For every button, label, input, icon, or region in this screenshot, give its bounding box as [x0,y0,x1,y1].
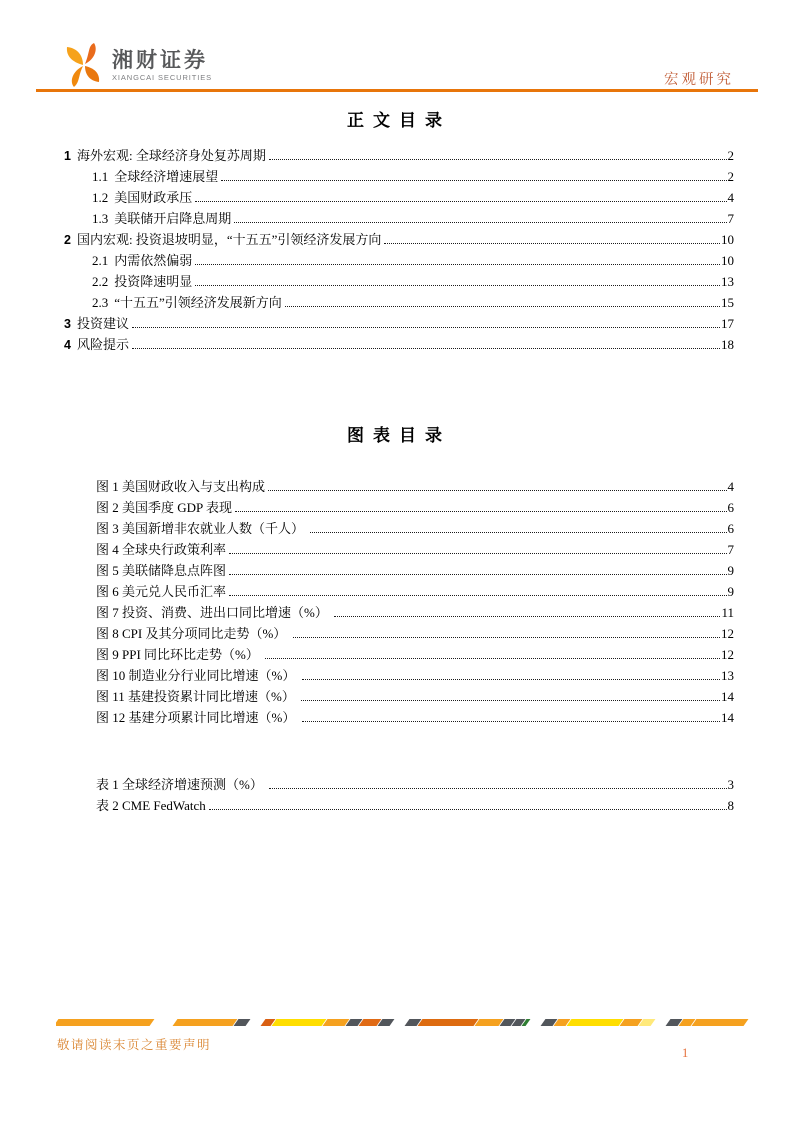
toc-entry-page: 15 [721,295,734,310]
report-footer [0,1019,794,1123]
table-entry [96,774,734,795]
toc-list [64,145,734,355]
dot-leader [269,159,727,160]
figure-entry-label: 图 2 美国季度 GDP 表现 [96,500,233,515]
dot-leader [293,637,720,638]
dot-leader [384,243,720,244]
figure-entry [96,665,734,686]
figure-toc-title: 图表目录 [347,426,451,445]
figure-entry [96,497,734,518]
toc-entry-label: 1.3 美联储开启降息周期 [92,211,232,226]
brand-logo-icon [64,42,104,88]
toc-entry-label: 3 投资建议 [64,316,129,331]
toc-entry-label: 2.2 投资降速明显 [92,274,193,289]
page-content [64,92,734,816]
dot-leader [265,658,720,659]
dot-leader [302,679,720,680]
figure-entry-page: 13 [721,668,734,683]
figure-entry-page: 6 [727,500,734,515]
toc-entry-label: 1.2 美国财政承压 [92,190,193,205]
dot-leader [209,809,727,810]
figure-entry-label: 图 3 美国新增非农就业人数（千人） [96,521,308,536]
dot-leader [221,180,726,181]
toc-entry-page: 2 [727,169,734,184]
dot-leader [229,553,726,554]
figure-entry-page: 9 [727,584,734,599]
figure-entry [96,644,734,665]
figure-entry [96,476,734,497]
figure-entry [96,602,734,623]
dot-leader [234,222,726,223]
figure-entry-label: 图 11 基建投资累计同比增速（%） [96,689,299,704]
table-entry-label: 表 1 全球经济增速预测（%） [96,777,267,792]
toc-entry-page: 10 [721,232,734,247]
figure-entry [96,518,734,539]
dot-leader [235,511,726,512]
figure-entry [96,623,734,644]
dot-leader [132,348,720,349]
toc-entry-page: 2 [727,148,734,163]
figure-entry-label: 图 8 CPI 及其分项同比走势（%） [96,626,290,641]
toc-entry-label: 2 国内宏观: 投资退坡明显，“十五五”引领经济发展方向 [64,232,382,247]
figure-entry [96,686,734,707]
figure-entry-label: 图 10 制造业分行业同比增速（%） [96,668,299,683]
toc-entry-label: 1 海外宏观: 全球经济身处复苏周期 [64,148,266,163]
toc-entry-label: 1.1 全球经济增速展望 [92,169,219,184]
dot-leader [269,788,726,789]
toc-entry [64,292,734,313]
toc-entry-page: 7 [727,211,734,226]
dot-leader [285,306,720,307]
toc-entry-label: 4 风险提示 [64,337,129,352]
toc-entry-page: 4 [727,190,734,205]
figure-entry-page: 6 [727,521,734,536]
toc-entry [64,250,734,271]
figure-entry-label: 图 5 美联储降息点阵图 [96,563,227,578]
toc-entry-page: 13 [721,274,734,289]
report-header [0,0,794,92]
figure-list [64,476,734,728]
toc-entry [64,145,734,166]
footer-decor-strip [56,1019,758,1026]
brand-name-en: XIANGCAI SECURITIES [112,72,213,82]
toc-entry-page: 18 [721,337,734,352]
figure-entry-page: 11 [721,605,734,620]
figure-entry-page: 14 [721,710,734,725]
table-entry [96,795,734,816]
toc-entry-label: 2.3 “十五五”引领经济发展新方向 [92,295,282,310]
dot-leader [195,285,720,286]
figure-entry [96,539,734,560]
toc-entry [64,187,734,208]
footer-disclaimer: 敬请阅读末页之重要声明 [57,1038,212,1052]
page-number: 1 [682,1046,689,1060]
table-entry-page: 8 [727,798,734,813]
dot-leader [195,201,726,202]
report-category-label: 宏观研究 [664,72,734,88]
figure-entry [96,581,734,602]
toc-entry [64,166,734,187]
dot-leader [310,532,726,533]
dot-leader [132,327,720,328]
figure-entry-page: 12 [721,647,734,662]
figure-entry-label: 图 12 基建分项累计同比增速（%） [96,710,299,725]
table-list [64,774,734,816]
dot-leader [334,616,720,617]
toc-entry [64,334,734,355]
toc-entry [64,208,734,229]
dot-leader [229,574,726,575]
figure-entry-label: 图 6 美元兑人民币汇率 [96,584,227,599]
brand-logo [64,42,212,88]
figure-entry-label: 图 4 全球央行政策利率 [96,542,227,557]
figure-entry [96,707,734,728]
figure-entry-label: 图 1 美国财政收入与支出构成 [96,479,266,494]
toc-entry [64,271,734,292]
figure-entry-label: 图 7 投资、消费、进出口同比增速（%） [96,605,332,620]
figure-entry-page: 9 [727,563,734,578]
toc-entry-label: 2.1 内需依然偏弱 [92,253,193,268]
toc-entry-page: 17 [721,316,734,331]
toc-entry [64,229,734,250]
figure-entry-page: 4 [727,479,734,494]
dot-leader [302,721,720,722]
figure-entry-page: 14 [721,689,734,704]
figure-entry-page: 7 [727,542,734,557]
dot-leader [301,700,720,701]
table-entry-label: 表 2 CME FedWatch [96,798,206,813]
table-entry-page: 3 [727,777,734,792]
figure-entry-label: 图 9 PPI 同比环比走势（%） [96,647,263,662]
figure-entry [96,560,734,581]
toc-entry-page: 10 [721,253,734,268]
figure-entry-page: 12 [721,626,734,641]
dot-leader [268,490,726,491]
toc-title: 正文目录 [347,111,451,130]
toc-entry [64,313,734,334]
brand-text [112,49,212,82]
brand-name-cn: 湘财证券 [112,48,208,72]
dot-leader [229,595,726,596]
dot-leader [195,264,720,265]
